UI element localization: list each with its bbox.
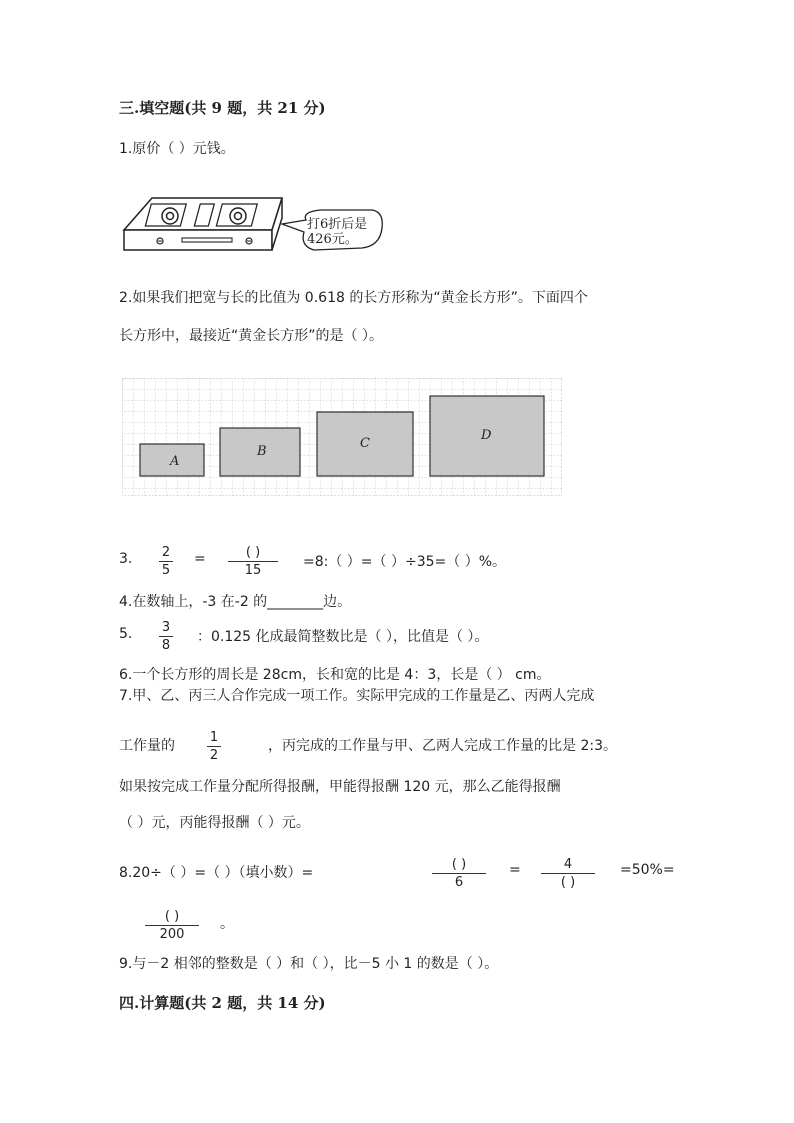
section-3-title: 三.填空题(共 9 题，共 21 分) (119, 99, 326, 117)
fraction-4-blank (541, 856, 595, 891)
question-7-line-3: 如果按完成工作量分配所得报酬，甲能得报酬 120 元，那么乙能得报酬 (119, 779, 561, 795)
numerator: 2 (161, 545, 171, 560)
question-7-line-2a: 工作量的 (119, 738, 175, 754)
denominator: 2 (209, 748, 219, 763)
denominator: 200 (159, 927, 185, 942)
question-3-rest: =8:（ ）=（ ）÷35=（ ）%。 (303, 554, 507, 570)
section-4-title: 四.计算题(共 2 题，共 14 分) (119, 994, 326, 1012)
numerator: 1 (209, 730, 219, 745)
question-2-line-2: 长方形中，最接近“黄金长方形”的是（ ）。 (119, 328, 383, 344)
denominator: 6 (454, 875, 464, 890)
numerator: 4 (563, 857, 573, 872)
numerator: ( ) (451, 857, 467, 872)
rectangle-grid-figure (122, 378, 562, 496)
bubble-line-2: 426元。 (307, 232, 358, 247)
question-8-start: 8.20÷（ ）=（ ）（填小数）= (119, 865, 314, 881)
fraction-blank-15 (228, 544, 278, 579)
fraction-2-5 (159, 544, 173, 579)
question-4-text: 4.在数轴上，-3 在-2 的________边。 (119, 594, 352, 610)
question-7-line-1: 7.甲、乙、丙三人合作完成一项工作。实际甲完成的工作量是乙、丙两人完成 (119, 688, 595, 704)
equals-50-percent: =50%= (620, 862, 675, 878)
fraction-1-2 (207, 729, 221, 764)
question-8-end: 。 (220, 916, 234, 932)
fraction-blank-6 (432, 856, 486, 891)
numerator: 3 (161, 620, 171, 635)
question-3-number: 3. (119, 551, 133, 567)
fraction-3-8 (159, 619, 173, 654)
rectangle-a-label: A (170, 454, 180, 469)
denominator: 8 (161, 638, 171, 653)
price-bubble-text (307, 217, 367, 247)
question-5-rest: ：0.125 化成最简整数比是（ ），比值是（ ）。 (197, 629, 489, 645)
rectangle-b-label: B (257, 444, 267, 459)
question-5-number: 5. (119, 626, 133, 642)
bubble-line-1: 打6折后是 (307, 217, 368, 232)
question-7-line-4: （ ）元，丙能得报酬（ ）元。 (119, 815, 310, 831)
question-9-text: 9.与－2 相邻的整数是（ ）和（ ），比－5 小 1 的数是（ ）。 (119, 956, 499, 972)
fraction-blank-200 (145, 908, 199, 943)
question-7-line-2b: ，丙完成的工作量与甲、乙两人完成工作量的比是 2:3。 (268, 738, 617, 754)
rectangle-d-label: D (481, 428, 492, 443)
question-6-text: 6.一个长方形的周长是 28cm，长和宽的比是 4：3，长是（ ） cm。 (119, 667, 551, 683)
numerator: ( ) (245, 545, 261, 560)
rectangle-c-label: C (360, 436, 370, 451)
equals-sign: = (194, 551, 206, 567)
denominator: 5 (161, 563, 171, 578)
equals-sign: = (509, 862, 521, 878)
numerator: ( ) (164, 909, 180, 924)
denominator: ( ) (560, 875, 576, 890)
question-1-text: 1.原价（ ）元钱。 (119, 141, 235, 157)
question-2-line-1: 2.如果我们把宽与长的比值为 0.618 的长方形称为“黄金长方形”。下面四个 (119, 290, 588, 306)
denominator: 15 (244, 563, 262, 578)
